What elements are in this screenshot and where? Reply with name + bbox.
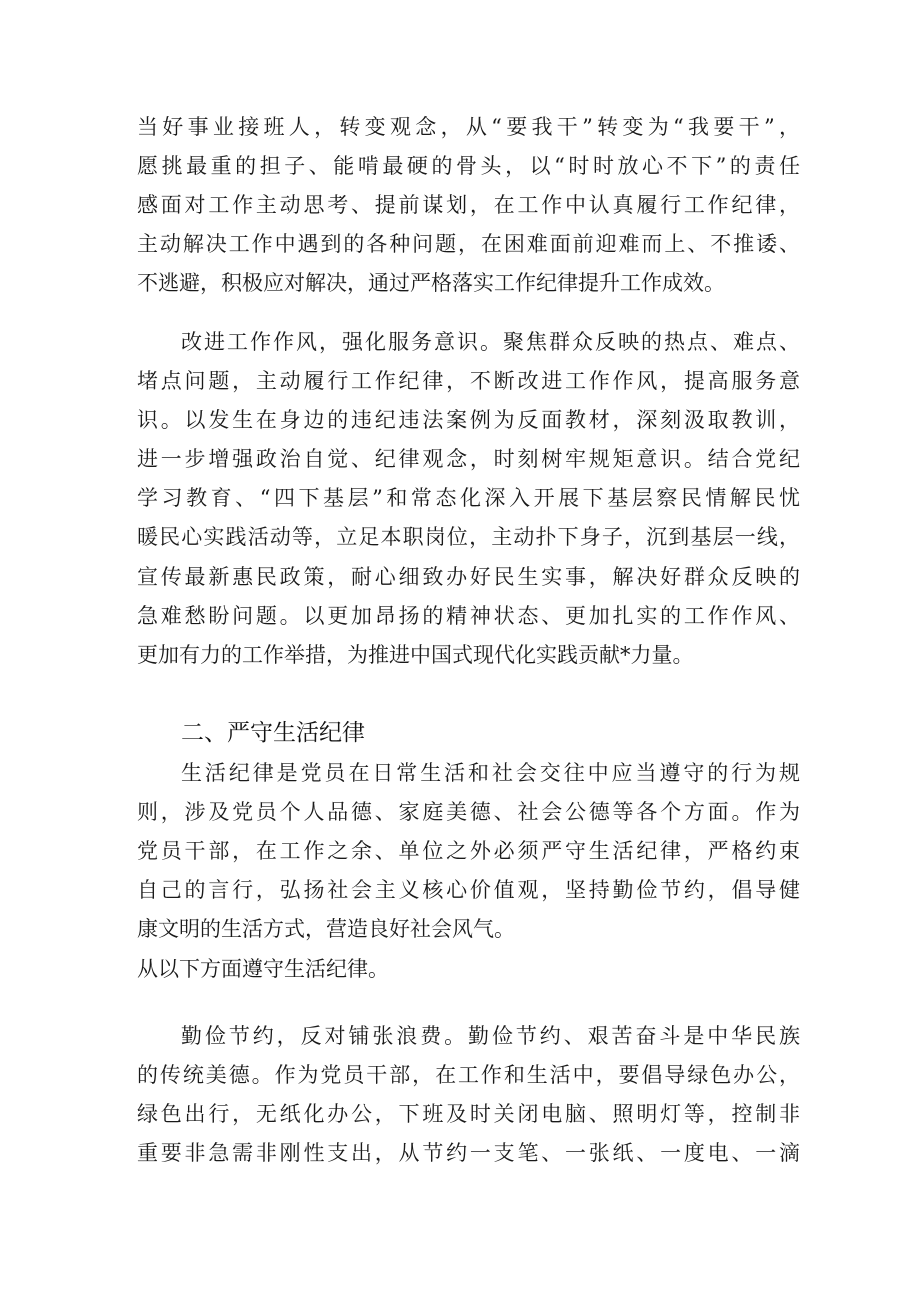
section-heading: 二、严守生活纪律 [181, 720, 365, 746]
paragraph-line: 堵点问题，主动履行工作纪律，不断改进工作作风，提高服务意 [137, 369, 800, 394]
paragraph-line: 暖民心实践活动等，立足本职岗位，主动扑下身子，沉到基层一线， [137, 525, 800, 550]
paragraph-line: 生活纪律是党员在日常生活和社会交往中应当遵守的行为规 [181, 761, 800, 785]
paragraph-line: 康文明的生活方式，营造良好社会风气。 [137, 917, 515, 942]
paragraph-line: 绿色出行，无纸化办公，下班及时关闭电脑、照明灯等，控制非 [137, 1102, 800, 1127]
paragraph-line: 从以下方面遵守生活纪律。 [137, 957, 389, 981]
paragraph-line: 宣传最新惠民政策，耐心细致办好民生实事，解决好群众反映的 [137, 564, 800, 589]
standalone-line [137, 950, 800, 989]
paragraph-line: 当好事业接班人，转变观念，从“要我干”转变为“我要干”， [137, 115, 800, 139]
paragraph-line: 则，涉及党员个人品德、家庭美德、社会公德等各个方面。作为 [137, 800, 800, 825]
paragraph-frugality [137, 1017, 800, 1173]
paragraph-line: 识。以发生在身边的违纪违法案例为反面教材，深刻汲取教训， [137, 408, 800, 433]
paragraph-line: 党员干部，在工作之余、单位之外必须严守生活纪律，严格约束 [137, 839, 800, 864]
paragraph-line: 急难愁盼问题。以更加昂扬的精神状态、更加扎实的工作作风、 [137, 603, 800, 628]
paragraph-improve-work-style [137, 323, 800, 675]
paragraph-line: 主动解决工作中遇到的各种问题，在困难面前迎难而上、不推诿、 [137, 232, 800, 257]
paragraph-line: 改进工作作风，强化服务意识。聚焦群众反映的热点、难点、 [181, 330, 800, 354]
paragraph-line: 学习教育、“四下基层”和常态化深入开展下基层察民情解民忧 [137, 486, 800, 511]
paragraph-line: 不逃避，积极应对解决，通过严格落实工作纪律提升工作成效。 [137, 271, 725, 296]
paragraph-work-attitude [137, 108, 800, 303]
paragraph-line: 勤俭节约，反对铺张浪费。勤俭节约、艰苦奋斗是中华民族 [181, 1024, 800, 1048]
paragraph-line: 进一步增强政治自觉、纪律观念，时刻树牢规矩意识。结合党纪 [137, 447, 800, 472]
paragraph-life-discipline [137, 754, 800, 949]
paragraph-line: 感面对工作主动思考、提前谋划，在工作中认真履行工作纪律， [137, 193, 800, 218]
paragraph-line: 愿挑最重的担子、能啃最硬的骨头，以“时时放心不下”的责任 [137, 154, 800, 179]
paragraph-line: 更加有力的工作举措，为推进中国式现代化实践贡献*力量。 [137, 642, 694, 667]
paragraph-line: 重要非急需非刚性支出，从节约一支笔、一张纸、一度电、一滴 [137, 1141, 800, 1166]
paragraph-line: 的传统美德。作为党员干部，在工作和生活中，要倡导绿色办公， [137, 1063, 800, 1088]
paragraph-line: 自己的言行，弘扬社会主义核心价值观，坚持勤俭节约，倡导健 [137, 878, 800, 903]
